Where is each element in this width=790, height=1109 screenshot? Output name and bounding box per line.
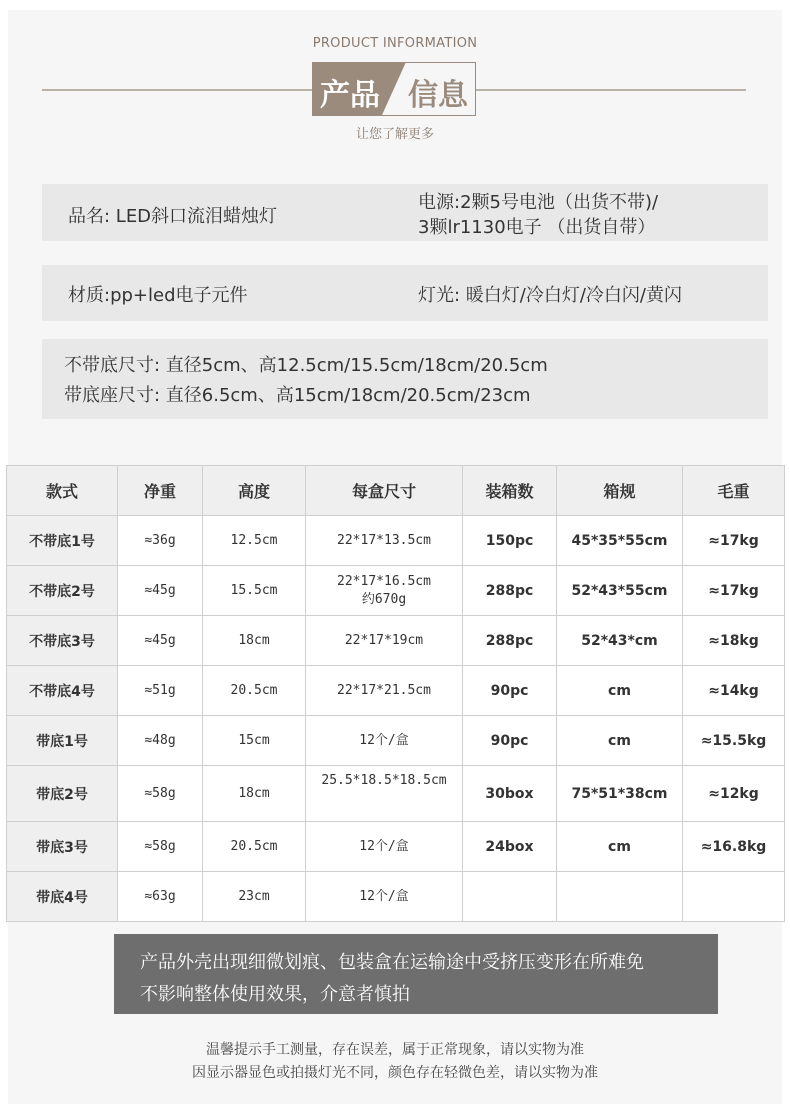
column-header: 装箱数	[463, 466, 557, 516]
box-size-text: 22*17*13.5cm	[337, 532, 431, 548]
cell-model: 带底3号	[7, 822, 118, 872]
column-header: 高度	[203, 466, 306, 516]
spec-table	[6, 465, 785, 922]
info-row-sizes	[42, 339, 768, 419]
notice-line2: 不影响整体使用效果，介意者慎拍	[140, 984, 410, 1005]
cell-model: 带底4号	[7, 872, 118, 922]
cell-height: 15cm	[203, 716, 306, 766]
cell-quantity: 288pc	[463, 616, 557, 666]
cell-model: 不带底4号	[7, 666, 118, 716]
cell-box-size	[306, 516, 463, 566]
box-weight-text: 约670g	[361, 591, 407, 607]
cell-height: 20.5cm	[203, 822, 306, 872]
cell-box-size	[306, 872, 463, 922]
column-header: 箱规	[557, 466, 683, 516]
title-left-text: 产品	[320, 78, 380, 113]
cell-net-weight: ≈58g	[118, 766, 203, 822]
cell-height: 15.5cm	[203, 566, 306, 616]
info-row-material-light	[42, 265, 768, 321]
header-english-title: PRODUCT INFORMATION	[312, 36, 478, 51]
column-header: 毛重	[683, 466, 785, 516]
cell-height: 20.5cm	[203, 666, 306, 716]
table-row	[7, 616, 785, 666]
cell-net-weight: ≈63g	[118, 872, 203, 922]
section-title-badge	[312, 62, 476, 116]
cell-quantity: 24box	[463, 822, 557, 872]
cell-quantity: 90pc	[463, 716, 557, 766]
product-name: 品名: LED斜口流泪蜡烛灯	[68, 206, 278, 227]
cell-box-size	[306, 716, 463, 766]
size-with-base: 带底座尺寸: 直径6.5cm、高15cm/18cm/20.5cm/23cm	[64, 385, 531, 406]
cell-carton-size: cm	[557, 822, 683, 872]
footer-note-measurement: 温馨提示手工测量，存在误差，属于正常现象，请以实物为准	[206, 1042, 584, 1058]
cell-gross-weight: ≈17kg	[683, 566, 785, 616]
cell-quantity: 30box	[463, 766, 557, 822]
cell-quantity: 90pc	[463, 666, 557, 716]
cell-net-weight: ≈48g	[118, 716, 203, 766]
cell-gross-weight: ≈12kg	[683, 766, 785, 822]
cell-height: 12.5cm	[203, 516, 306, 566]
power-source-line1: 电源:2颗5号电池（出货不带)/	[418, 192, 659, 213]
header-divider-right	[476, 89, 746, 91]
cell-height: 18cm	[203, 766, 306, 822]
box-size-text: 12个/盒	[359, 888, 409, 904]
table-header-row	[7, 466, 785, 516]
cell-quantity	[463, 872, 557, 922]
cell-quantity: 150pc	[463, 516, 557, 566]
cell-box-size	[306, 766, 463, 822]
table-row	[7, 666, 785, 716]
footer-note-color: 因显示器显色或拍摄灯光不同，颜色存在轻微色差，请以实物为准	[192, 1065, 598, 1081]
cell-gross-weight: ≈18kg	[683, 616, 785, 666]
material: 材质:pp+led电子元件	[68, 285, 248, 306]
cell-model: 带底1号	[7, 716, 118, 766]
cell-carton-size: cm	[557, 666, 683, 716]
cell-gross-weight: ≈17kg	[683, 516, 785, 566]
box-size-text: 12个/盒	[359, 732, 409, 748]
info-row-name-power	[42, 184, 768, 241]
power-source-line2: 3颗lr1130电子 （出货自带）	[418, 217, 656, 238]
cell-carton-size: 52*43*cm	[557, 616, 683, 666]
cell-carton-size: 52*43*55cm	[557, 566, 683, 616]
table-row	[7, 766, 785, 822]
cell-model: 不带底1号	[7, 516, 118, 566]
cell-height: 18cm	[203, 616, 306, 666]
title-right-text: 信息	[408, 78, 468, 113]
table-row	[7, 516, 785, 566]
cell-box-size	[306, 822, 463, 872]
light-modes: 灯光: 暖白灯/冷白灯/冷白闪/黄闪	[418, 285, 682, 306]
cell-model: 不带底2号	[7, 566, 118, 616]
box-size-text: 12个/盒	[359, 838, 409, 854]
cell-net-weight: ≈45g	[118, 616, 203, 666]
cell-net-weight: ≈51g	[118, 666, 203, 716]
column-header: 每盒尺寸	[306, 466, 463, 516]
notice-line1: 产品外壳出现细微划痕、包装盒在运输途中受挤压变形在所难免	[140, 952, 644, 973]
table-row	[7, 872, 785, 922]
table-row	[7, 566, 785, 616]
cell-height: 23cm	[203, 872, 306, 922]
cell-net-weight: ≈36g	[118, 516, 203, 566]
table-row	[7, 822, 785, 872]
cell-model: 不带底3号	[7, 616, 118, 666]
table-row	[7, 716, 785, 766]
cell-gross-weight: ≈14kg	[683, 666, 785, 716]
column-header: 净重	[118, 466, 203, 516]
cell-quantity: 288pc	[463, 566, 557, 616]
cell-gross-weight	[683, 872, 785, 922]
cell-model: 带底2号	[7, 766, 118, 822]
cell-box-size	[306, 566, 463, 616]
notice-banner	[114, 934, 718, 1014]
cell-carton-size	[557, 872, 683, 922]
header-divider-left	[42, 89, 312, 91]
cell-carton-size: 45*35*55cm	[557, 516, 683, 566]
box-size-text: 22*17*16.5cm	[337, 573, 431, 589]
cell-gross-weight: ≈16.8kg	[683, 822, 785, 872]
size-no-base: 不带底尺寸: 直径5cm、高12.5cm/15.5cm/18cm/20.5cm	[64, 355, 548, 376]
cell-carton-size: 75*51*38cm	[557, 766, 683, 822]
cell-box-size	[306, 616, 463, 666]
box-size-text: 25.5*18.5*18.5cm	[321, 773, 447, 788]
header-subtitle: 让您了解更多	[355, 127, 434, 142]
box-size-text: 22*17*19cm	[344, 632, 424, 648]
cell-gross-weight: ≈15.5kg	[683, 716, 785, 766]
column-header: 款式	[7, 466, 118, 516]
cell-net-weight: ≈58g	[118, 822, 203, 872]
cell-carton-size: cm	[557, 716, 683, 766]
cell-net-weight: ≈45g	[118, 566, 203, 616]
box-size-text: 22*17*21.5cm	[337, 682, 431, 698]
cell-box-size	[306, 666, 463, 716]
